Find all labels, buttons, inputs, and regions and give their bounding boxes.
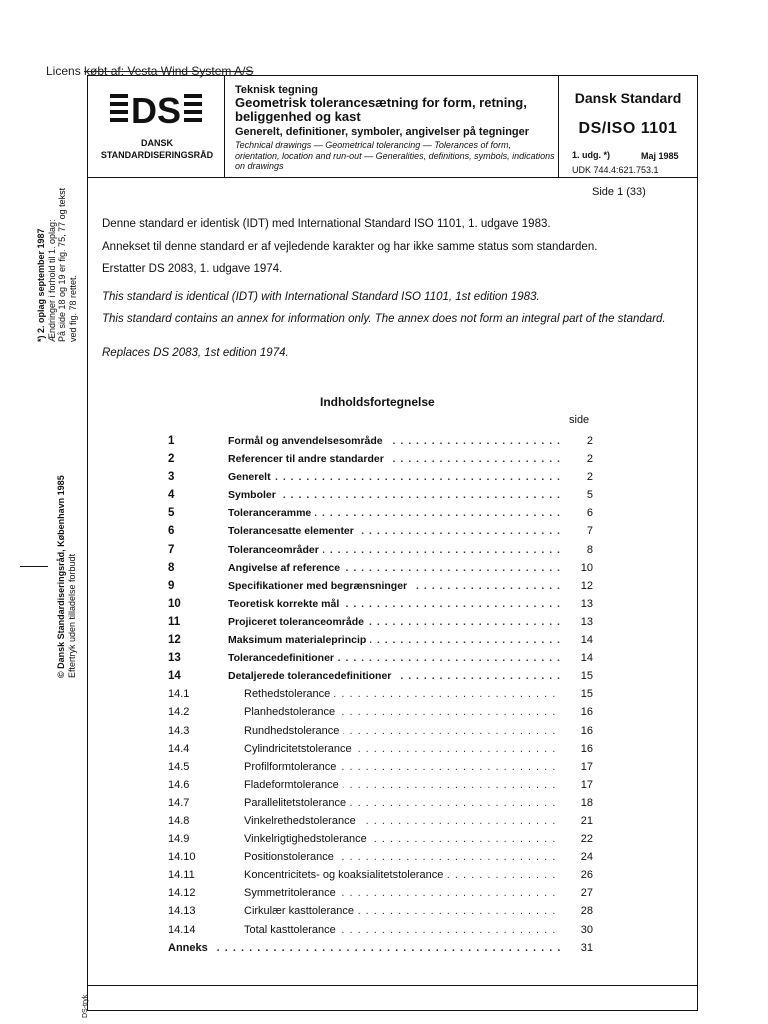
toc-row [160, 849, 600, 867]
toc-title [168, 942, 560, 954]
toc-title-text: Symboler [228, 489, 280, 501]
toc-row [160, 632, 600, 650]
toc-page-number: 15 [580, 688, 593, 701]
toc-page-number: 22 [580, 833, 593, 846]
logo-mark: DS [130, 90, 182, 130]
toc-number: 14.2 [168, 706, 190, 719]
toc-page-number: 17 [580, 778, 593, 791]
toc-row [160, 759, 600, 777]
toc-title [244, 815, 560, 827]
toc-title [244, 743, 560, 755]
toc-title-text: Cirkulær kasttolerance [244, 905, 358, 917]
toc-page-number: 18 [580, 796, 593, 809]
toc-number: 11 [168, 615, 181, 628]
toc-title-text: Planhedstolerance [244, 706, 339, 718]
org-line-2: STANDARDISERINGSRÅD [100, 150, 214, 160]
toc-number: 14.14 [168, 923, 196, 936]
toc-row [160, 704, 600, 722]
toc-number: 4 [168, 489, 175, 502]
toc-row [160, 668, 600, 686]
toc-page-number: 12 [580, 579, 593, 592]
toc-page-number: 17 [580, 760, 593, 773]
table-of-contents [160, 433, 600, 958]
toc-number: 14.9 [168, 833, 190, 846]
toc-row [160, 505, 600, 523]
toc-row [160, 542, 600, 560]
toc-row [160, 777, 600, 795]
toc-row [160, 885, 600, 903]
toc-number: 14.11 [168, 869, 195, 882]
toc-title [228, 562, 560, 574]
toc-number: 8 [168, 561, 175, 574]
toc-number: 2 [168, 453, 175, 466]
toc-number: 10 [168, 597, 181, 610]
toc-row [160, 523, 600, 541]
toc-page-number: 24 [580, 851, 593, 864]
toc-row [160, 831, 600, 849]
toc-title [244, 887, 560, 899]
toc-title [244, 924, 560, 936]
toc-title-text: Parallelitetstolerance [244, 797, 350, 809]
toc-page-number: 26 [580, 869, 593, 882]
toc-page-number: 2 [586, 471, 593, 484]
toc-title-text: Referencer til andre standarder [228, 453, 388, 465]
toc-number: 1 [168, 435, 175, 447]
intro-paragraph-2: Annekset til denne standard er af vejledende karakter og har ikke samme status som standarden. [102, 241, 598, 253]
toc-page-number: 16 [580, 742, 593, 755]
toc-number: 14.4 [168, 742, 190, 755]
toc-row [160, 433, 600, 451]
toc-number: 13 [168, 652, 181, 665]
toc-title-text: Anneks [168, 942, 212, 954]
toc-number: 6 [168, 525, 175, 538]
toc-number: 14.8 [168, 814, 190, 827]
toc-title-text: Total kasttolerance [244, 924, 340, 936]
toc-title-text: Teoretisk korrekte mål [228, 598, 343, 610]
toc-title-text: Specifikationer med begrænsninger [228, 580, 411, 592]
toc-page-number: 13 [580, 597, 593, 610]
toc-number: 7 [168, 543, 175, 556]
toc-title [228, 652, 560, 664]
toc-row [160, 686, 600, 704]
toc-row [160, 596, 600, 614]
toc-number: 12 [168, 634, 181, 647]
intro-paragraph-1: Denne standard er identisk (IDT) med International Standard ISO 1101, 1. udgave 1983. [102, 218, 551, 230]
toc-row [160, 903, 600, 921]
toc-title [228, 634, 560, 646]
toc-title [228, 616, 560, 628]
toc-title-text: Toleranceramme [228, 507, 315, 519]
title-english: Technical drawings — Geometrical tolerancing — Tolerances of form, orientation, location and run-out — Generalities, definitions, symbols, indications on drawings [235, 140, 555, 171]
toc-title [244, 779, 560, 791]
toc-page-number: 31 [580, 941, 593, 954]
standard-brand: Dansk Standard [574, 90, 682, 106]
toc-title-text: Tolerancesatte elementer [228, 525, 358, 537]
toc-title [244, 869, 560, 881]
margin-mark [20, 566, 48, 567]
toc-title [244, 761, 560, 773]
title-line-3: beliggenhed og kast [235, 109, 361, 124]
side-note-line-4: ved fig. 78 rettet. [67, 274, 78, 342]
side-note [36, 172, 78, 342]
toc-row [160, 650, 600, 668]
toc-page-number: 5 [586, 489, 593, 502]
header-bottom-rule [87, 177, 698, 178]
toc-row [160, 614, 600, 632]
toc-title-text: Profilformtolerance [244, 761, 340, 773]
license-holder: købt af: Vesta Wind System A/S [84, 64, 254, 78]
toc-row [160, 940, 600, 958]
toc-number: 14.12 [168, 887, 196, 900]
toc-title [228, 489, 560, 501]
toc-title [244, 833, 560, 845]
toc-page-column-label: side [569, 414, 590, 426]
toc-row [160, 922, 600, 940]
organization-name [92, 137, 222, 161]
toc-row [160, 741, 600, 759]
toc-number: 5 [168, 507, 175, 520]
toc-page-number: 30 [580, 923, 593, 936]
toc-title [228, 580, 560, 592]
toc-page-number: 2 [586, 453, 593, 466]
toc-title [244, 688, 560, 700]
toc-title-text: Rethedstolerance [244, 688, 334, 700]
toc-title [228, 544, 560, 556]
standard-number: DS/ISO 1101 [578, 120, 678, 137]
toc-title-text: Vinkelrethedstolerance [244, 815, 360, 827]
toc-page-number: 7 [586, 525, 593, 538]
frame-top-rule [87, 75, 698, 76]
org-line-1: DANSK [140, 138, 173, 148]
title-line-4: Generelt, definitioner, symboler, angivelser på tegninger [235, 126, 530, 138]
toc-number: 14.13 [168, 905, 196, 918]
intro-paragraph-4: This standard is identical (IDT) with International Standard ISO 1101, 1st edition 1983. [102, 291, 540, 303]
toc-title-text: Tolerancedefinitioner [228, 652, 338, 664]
toc-heading: Indholdsfortegnelse [320, 395, 435, 409]
frame-right-rule [697, 75, 698, 1010]
title-line-1: Teknisk tegning [235, 84, 318, 96]
toc-page-number: 21 [580, 814, 593, 827]
toc-page-number: 14 [580, 634, 593, 647]
toc-title [228, 435, 560, 447]
toc-number: 14.7 [168, 796, 190, 809]
toc-row [160, 867, 600, 885]
toc-title-text: Detaljerede tolerancedefinitioner [228, 670, 395, 682]
toc-title [244, 851, 560, 863]
toc-number: 3 [168, 471, 175, 484]
toc-page-number: 16 [580, 724, 593, 737]
toc-title-text: Projiceret toleranceområde [228, 616, 368, 628]
toc-title-text: Toleranceområder [228, 544, 323, 556]
toc-row [160, 469, 600, 487]
side-note-line-1: *) 2. oplag september 1987 [36, 228, 46, 342]
toc-title [244, 706, 560, 718]
toc-title-text: Generelt [228, 471, 275, 483]
toc-row [160, 487, 600, 505]
toc-number: 14.10 [168, 851, 196, 864]
toc-row [160, 723, 600, 741]
toc-title-text: Maksimum materialeprincip [228, 634, 370, 646]
toc-number: 14.1 [168, 688, 190, 701]
toc-number: 14.3 [168, 724, 190, 737]
toc-row [160, 578, 600, 596]
toc-row [160, 813, 600, 831]
toc-row [160, 560, 600, 578]
standard-udk: UDK 744.4:621.753.1 [572, 165, 659, 175]
toc-title [228, 525, 560, 537]
intro-paragraph-6: Replaces DS 2083, 1st edition 1974. [102, 347, 289, 359]
copyright-line-2: Eftertryk uden tilladelse forbudt [67, 553, 77, 678]
toc-title-text: Vinkelrigtighedstolerance [244, 833, 371, 845]
license-prefix: Licens [46, 64, 85, 78]
toc-page-number: 2 [586, 435, 593, 447]
toc-title-text: Cylindricitetstolerance [244, 743, 356, 755]
frame-left-rule [87, 75, 88, 1010]
toc-title-text: Rundhedstolerance [244, 725, 343, 737]
toc-page-number: 27 [580, 887, 593, 900]
toc-number: 14.5 [168, 760, 190, 773]
toc-page-number: 15 [580, 670, 593, 683]
side-note-line-3: På side 18 og 19 er fig. 75, 77 og tekst [57, 187, 67, 342]
standard-edition: 1. udg. *) [572, 150, 610, 160]
intro-paragraph-5: This standard contains an annex for information only. The annex does not form an integral part of the standard. [102, 313, 666, 325]
toc-number: 14.6 [168, 778, 190, 791]
toc-title-text: Formål og anvendelsesområde [228, 435, 387, 447]
toc-title [228, 598, 560, 610]
toc-page-number: 16 [580, 706, 593, 719]
toc-title [228, 471, 560, 483]
toc-title-text: Fladeformtolerance [244, 779, 343, 791]
toc-title-text: Positionstolerance [244, 851, 338, 863]
toc-title-text: Koncentricitets- og koaksialitetstolerance [244, 869, 447, 881]
ds-logo [108, 88, 204, 130]
copyright-line-1: © Dansk Standardiseringsråd, København 1985 [56, 475, 66, 678]
footer-rule [87, 985, 698, 986]
standard-date: Maj 1985 [641, 151, 679, 161]
intro-paragraph-3: Erstatter DS 2083, 1. udgave 1974. [102, 263, 283, 275]
toc-page-number: 13 [580, 615, 593, 628]
toc-title [228, 453, 560, 465]
title-block [235, 84, 555, 172]
toc-page-number: 10 [580, 561, 593, 574]
bottom-rule [87, 1010, 698, 1011]
toc-page-number: 6 [586, 507, 593, 520]
toc-title [244, 725, 560, 737]
toc-page-number: 8 [586, 543, 593, 556]
toc-title [244, 797, 560, 809]
toc-title [244, 905, 560, 917]
toc-title-text: Symmetritolerance [244, 887, 340, 899]
page-label: Side 1 (33) [592, 186, 646, 198]
print-mark: DS-tryk [82, 994, 89, 1018]
toc-title [228, 507, 560, 519]
copyright-note [56, 408, 78, 678]
title-line-2: Geometrisk tolerancesætning for form, retning, [235, 95, 527, 110]
toc-row [160, 795, 600, 813]
toc-number: 9 [168, 579, 175, 592]
toc-title-text: Angivelse af reference [228, 562, 344, 574]
toc-page-number: 14 [580, 652, 593, 665]
toc-row [160, 451, 600, 469]
header-divider-left [224, 75, 225, 177]
toc-title [228, 670, 560, 682]
side-note-line-2: Ændringer i forhold til 1. oplag: [46, 219, 57, 342]
toc-number: 14 [168, 670, 181, 683]
toc-page-number: 28 [580, 905, 593, 918]
